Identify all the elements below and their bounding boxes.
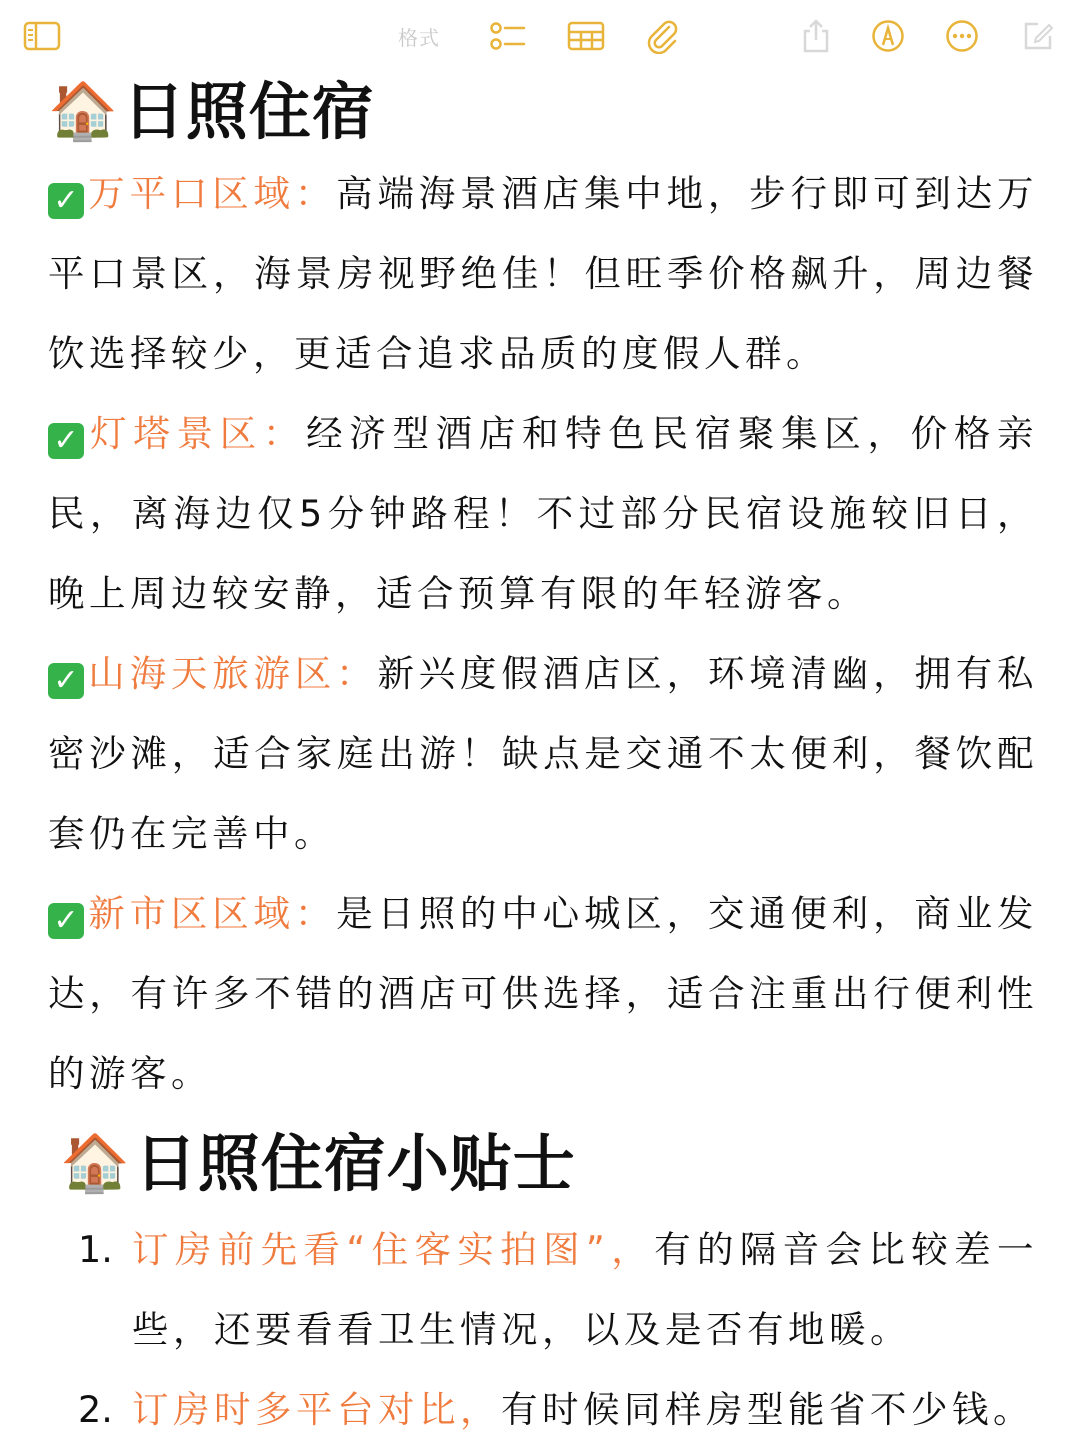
share-icon[interactable]	[794, 14, 838, 58]
tip-body: 有时候同样房型能省不少钱。	[501, 1388, 1034, 1431]
section-title: 新市区区域：	[88, 892, 337, 935]
tip-highlight: 订房时多平台对比，	[132, 1388, 501, 1431]
checklist-icon[interactable]	[486, 14, 530, 58]
sidebar-icon[interactable]	[20, 14, 64, 58]
more-icon[interactable]	[940, 14, 984, 58]
heading-tips	[60, 1122, 1038, 1206]
house-icon: 🏠	[48, 79, 119, 144]
house-icon: 🏠	[60, 1131, 131, 1196]
tips-list	[78, 1210, 1038, 1450]
heading-accommodation	[48, 70, 1038, 154]
section-wanpingkou	[48, 154, 1038, 394]
tip-item	[78, 1370, 1038, 1450]
section-title: 灯塔景区：	[88, 412, 307, 455]
check-icon: ✓	[48, 903, 84, 939]
tip-item	[78, 1210, 1038, 1370]
section-body: 经济型酒店和特色民宿聚集区，价格亲民，离海边仅5分钟路程！不过部分民宿设施较旧日，晚上周边较安静，适合预算有限的年轻游客。	[48, 412, 1039, 615]
markup-pen-icon[interactable]	[866, 14, 910, 58]
tip-number: 1.	[78, 1228, 113, 1271]
section-shanhaitian	[48, 634, 1038, 874]
note-body[interactable]	[48, 70, 1038, 1450]
compose-icon[interactable]	[1016, 14, 1060, 58]
check-icon: ✓	[48, 423, 84, 459]
heading-text: 日照住宿	[122, 75, 375, 148]
section-title: 山海天旅游区：	[88, 652, 378, 695]
tip-body: 有的隔音会比较差一些，还要看看卫生情况，以及是否有地暖。	[132, 1228, 1039, 1351]
tip-number: 2.	[78, 1388, 113, 1431]
section-new-city	[48, 874, 1038, 1114]
heading-text: 日照住宿小贴士	[134, 1127, 576, 1200]
check-icon: ✓	[48, 183, 84, 219]
paperclip-icon[interactable]	[640, 14, 684, 58]
section-body: 新兴度假酒店区，环境清幽，拥有私密沙滩，适合家庭出游！缺点是交通不太便利，餐饮配套仍在完善中。	[48, 652, 1039, 855]
section-lighthouse	[48, 394, 1038, 634]
tip-highlight: 订房前先看“住客实拍图”，	[132, 1228, 655, 1271]
section-body: 高端海景酒店集中地，步行即可到达万平口景区，海景房视野绝佳！但旺季价格飙升，周边餐饮选择较少，更适合追求品质的度假人群。	[48, 172, 1039, 375]
toolbar	[0, 0, 1080, 74]
format-button[interactable]: 格式	[398, 26, 440, 50]
check-icon: ✓	[48, 663, 84, 699]
section-title: 万平口区域：	[88, 172, 337, 215]
table-icon[interactable]	[564, 14, 608, 58]
section-body: 是日照的中心城区，交通便利，商业发达，有许多不错的酒店可供选择，适合注重出行便利性的游客。	[48, 892, 1039, 1095]
